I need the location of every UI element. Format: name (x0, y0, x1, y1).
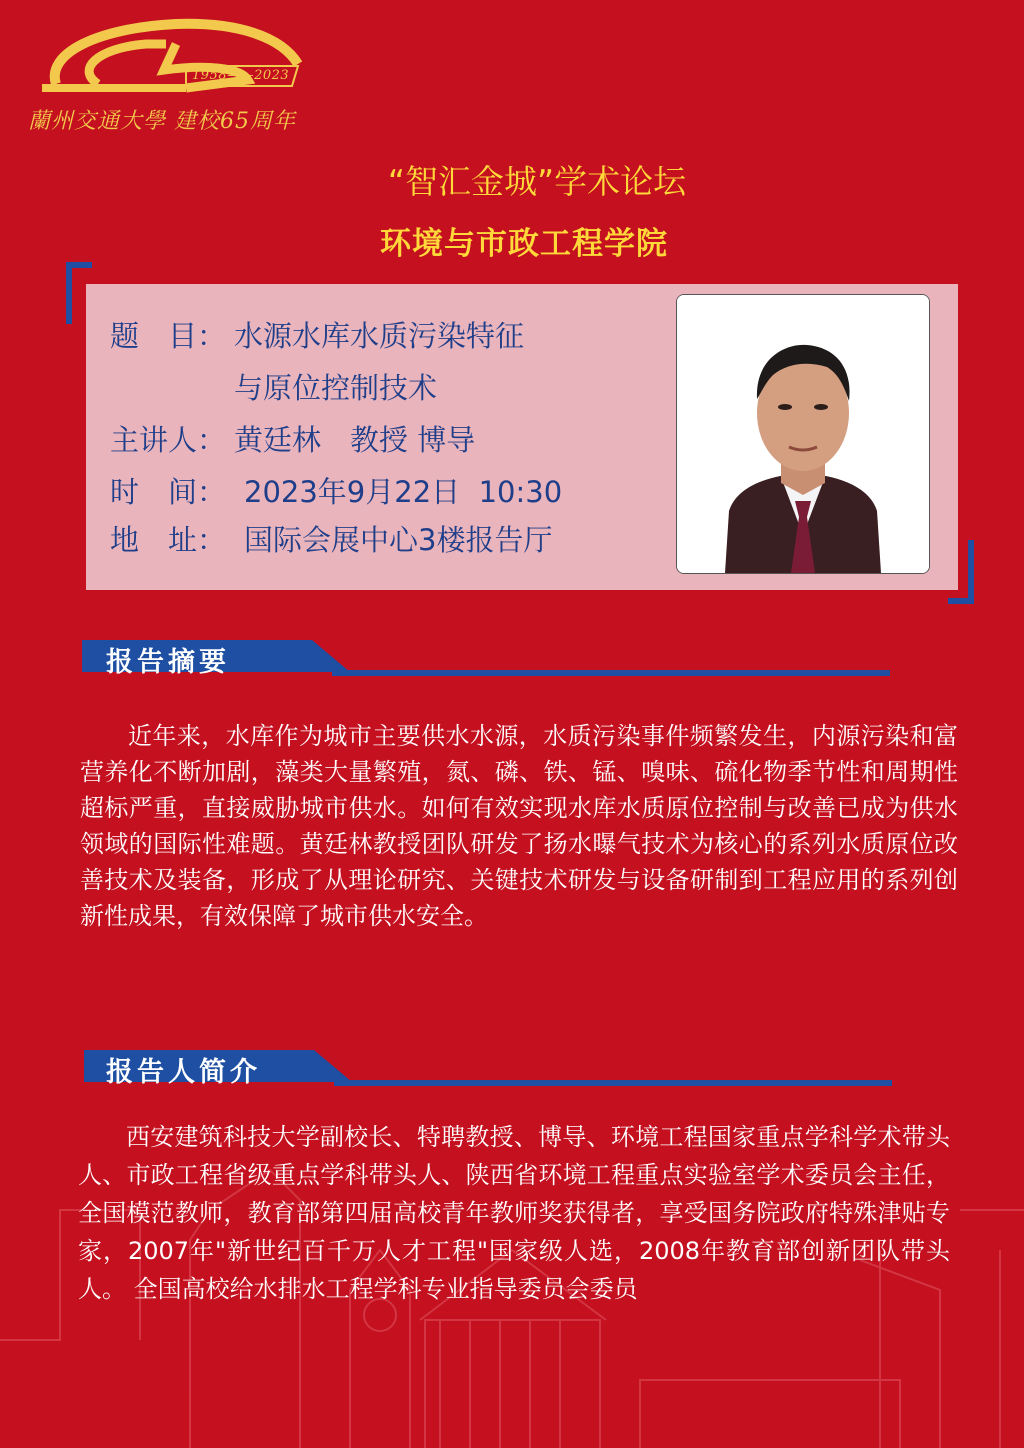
speaker-value: 黄廷林 教授 博导 (234, 423, 476, 457)
bio-text: 西安建筑科技大学副校长、特聘教授、博导、环境工程国家重点学科学术带头人、市政工程省级重点学科带头人、陕西省环境工程重点实验室学术委员会主任，全国模范教师，教育部第四届高校青年教师奖获得者，享受国务院政府特殊津贴专家，2007年"新世纪百千万人才工程"国家级人选，2008年教育部创新团队带头人。 全国高校给水排水工程学科专业指导委员会委员 (78, 1123, 950, 1303)
bio-title: 报告人简介 (106, 1057, 261, 1088)
time-value: 2023年9月22日 10:30 (244, 475, 563, 509)
topic-line-2: 与原位控制技术 (234, 371, 438, 405)
speaker-label: 主讲人： (110, 423, 227, 457)
logo-caption: 蘭州交通大學 建校65周年 (28, 109, 296, 134)
forum-title: “智汇金城”学术论坛 (387, 162, 687, 201)
college-title: 环境与市政工程学院 (380, 226, 668, 262)
place-label: 地 址： (110, 523, 227, 557)
topic-line-1: 水源水库水质污染特征 (234, 319, 525, 353)
abstract-title: 报告摘要 (106, 647, 230, 678)
topic-label: 题 目： (110, 319, 227, 353)
place-value: 国际会展中心3楼报告厅 (244, 523, 553, 557)
logo-years: 1958——2023 (192, 68, 290, 83)
time-label: 时 间： (110, 475, 227, 509)
abstract-text: 近年来，水库作为城市主要供水水源，水质污染事件频繁发生，内源污染和富营养化不断加剧，藻类大量繁殖，氮、磷、铁、锰、嗅味、硫化物季节性和周期性超标严重，直接威胁城市供水。如何有效实现水库水质原位控制与改善已成为供水领域的国际性难题。黄廷林教授团队研发了扬水曝气技术为核心的系列水质原位改善技术及装备，形成了从理论研究、关键技术研发与设备研制到工程应用的系列创新性成果，有效保障了城市供水安全。 (80, 722, 958, 930)
speaker-photo (676, 294, 930, 574)
